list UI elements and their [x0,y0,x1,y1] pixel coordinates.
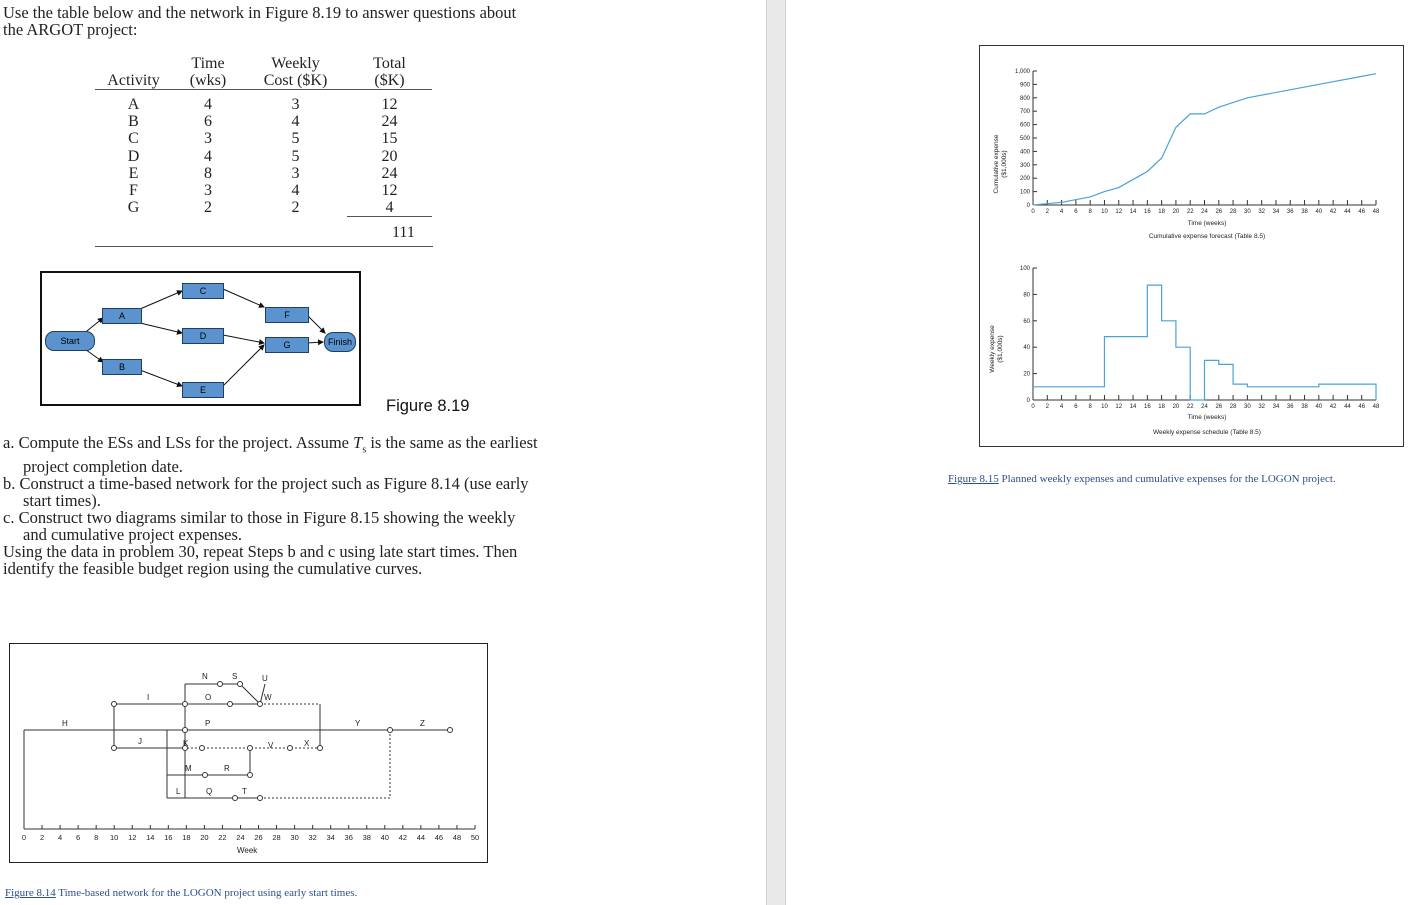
activity-label-m: M [185,764,192,773]
y-tick-label: 200 [1019,176,1030,183]
activity-label-v: V [268,741,274,750]
x-tick-label: 22 [218,833,227,842]
figure-8-19-network [40,271,361,406]
x-tick-label: 46 [1358,404,1366,410]
activity-label-u: U [262,674,268,683]
x-tick-label: 28 [1229,209,1237,215]
figure-8-15-charts [980,46,1405,448]
x-tick-label: 40 [380,833,389,842]
x-tick-label: 20 [1172,404,1180,410]
x-tick-label: 10 [110,833,119,842]
x-tick-label: 44 [1344,209,1351,215]
activity-label-x: X [304,739,310,748]
table-row: A 4 3 12 [127,96,398,113]
x-tick-label: 12 [1115,404,1123,410]
header-total: Total ($K) [347,53,432,90]
table-row: C 3 5 15 [128,130,398,148]
x-tick-label: 30 [290,833,299,842]
network-node-b: B [102,359,142,375]
activity-label-i: I [147,693,150,702]
x-tick-label: 4 [1059,209,1064,215]
weekly-expense-chart [1020,266,1380,410]
y-tick-label: 600 [1019,122,1030,129]
activity-label-j: J [138,737,142,746]
x-tick-label: 42 [398,833,408,842]
x-tick-label: 32 [1258,209,1266,215]
table-row: D 4 5 20 [127,147,398,165]
figure-8-19-label: Figure 8.19 [386,397,470,415]
y-tick-label: 100 [1019,266,1030,272]
x-tick-label: 0 [1031,209,1035,215]
network-node-d: D [182,328,224,344]
x-tick-label: 40 [1315,404,1323,410]
x-tick-label: 14 [1129,209,1137,215]
x-tick-label: 8 [94,833,99,842]
x-tick-label: 10 [1101,209,1108,215]
y-tick-label: 0 [1026,203,1030,209]
activity-label-r: R [224,764,230,773]
y-tick-label: 60 [1023,318,1030,325]
table-row: B 6 4 24 [128,113,398,131]
activity-label-z: Z [420,719,425,728]
activity-label-h: H [62,719,68,728]
x-tick-label: 4 [57,833,63,842]
x-tick-label: 18 [1158,404,1165,410]
x-tick-label: 6 [1074,404,1078,410]
header-weekly-cost: Weekly Cost ($K) [244,53,347,90]
y-tick-label: 500 [1019,136,1030,142]
x-tick-label: 46 [1358,209,1366,215]
question-followup-line-1: Using the data in problem 30, repeat Steps b and c using late start times. Then [3,542,518,562]
network-node-f: F [265,307,309,323]
x-tick-label: 16 [164,833,173,842]
bottom-chart-subcaption: Weekly expense schedule (Table 8.5) [1153,429,1261,436]
x-tick-label: 50 [470,833,480,842]
activity-label-y: Y [355,719,361,728]
activity-label-w: W [264,693,272,702]
x-tick-label: 38 [1301,209,1308,215]
x-tick-label: 40 [1315,209,1323,215]
x-tick-label: 44 [1344,404,1351,410]
fig814-xlabel: Week [237,846,258,855]
activity-label-k: K [183,739,189,748]
table-row: E 8 3 24 [128,164,398,182]
bottom-chart-xlabel: Time (weeks) [1187,414,1227,421]
table-row: G 2 2 4 [95,199,432,217]
x-tick-label: 48 [452,833,462,842]
x-tick-label: 24 [236,833,245,842]
table-row: F 3 4 12 [129,182,398,200]
network-node-finish: Finish [324,332,356,352]
table-header-row [95,53,432,90]
activity-label-p: P [205,719,211,728]
x-tick-label: 12 [1115,209,1123,215]
x-tick-label: 26 [1215,209,1223,215]
y-tick-label: 300 [1019,162,1030,169]
top-chart-ylabel-2: ($1,000s) [1001,150,1008,178]
x-tick-label: 2 [1045,404,1049,410]
intro-line-2: the ARGOT project: [3,20,138,39]
network-node-e: E [182,382,224,398]
x-tick-label: 0 [21,833,27,842]
questions-block: a. Compute the ESs and LSs for the project. Assume $T_s$ is the same as the earliest project completion date. b. Construct a time-based network for the project such as Figure 8.14 (use early start times). c. Construct two diagrams similar to those in Figure 8.15 showing the weekly and cumulative project expenses. Using the data in problem 30, repeat Steps b and c using late start times. Then identify the feasible budget region using the cumulative curves. [3,434,573,577]
y-tick-label: 900 [1019,82,1030,89]
x-tick-label: 36 [1286,404,1294,410]
activity-label-q: Q [206,787,213,796]
intro-line-1: Use the table below and the network in Figure 8.19 to answer questions about [3,3,517,22]
x-tick-label: 28 [272,833,281,842]
cumulative-expense-chart [1015,69,1380,215]
figure-8-15-panel [979,45,1404,447]
x-tick-label: 26 [254,833,263,842]
activity-label-n: N [202,672,208,681]
network-node-a: A [102,308,142,324]
network-node-c: C [182,283,224,299]
x-tick-label: 2 [39,833,45,842]
header-activity: Activity [95,53,172,90]
activity-label-t: T [242,787,247,796]
x-tick-label: 36 [344,833,353,842]
top-chart-xlabel: Time (weeks) [1187,220,1227,227]
figure-8-14-caption: Figure 8.14 Time-based network for the LOGON project using early start times. [5,887,358,899]
x-tick-label: 14 [146,833,155,842]
y-tick-label: 800 [1019,95,1030,102]
x-tick-label: 14 [1129,404,1137,410]
y-tick-label: 1,000 [1014,69,1030,75]
activity-label-l: L [176,787,181,796]
x-tick-label: 38 [1301,404,1308,410]
activity-label-s: S [232,672,238,681]
figure-8-15-caption: Figure 8.15 Planned weekly expenses and cumulative expenses for the LOGON project. [948,473,1336,485]
y-tick-label: 40 [1023,345,1030,352]
activity-label-o: O [205,693,212,702]
x-tick-label: 34 [1272,209,1280,215]
table-total-value: 111 [392,224,415,241]
bottom-chart-ylabel-2: ($1,000s) [997,335,1004,363]
x-tick-label: 28 [1229,404,1237,410]
x-tick-label: 18 [182,833,191,842]
x-tick-label: 6 [1074,209,1078,215]
series-line [1033,74,1376,205]
x-tick-label: 44 [416,833,426,842]
bottom-chart-ylabel-1: Weekly expense [989,325,996,373]
x-tick-label: 8 [1088,209,1092,215]
x-tick-label: 48 [1372,404,1380,410]
x-tick-label: 32 [308,833,317,842]
x-tick-label: 30 [1244,209,1251,215]
x-tick-label: 16 [1143,209,1151,215]
question-a: a. Compute the ESs and LSs for the project. Assume $T_s$ is the same as the earliest [3,433,538,456]
x-tick-label: 26 [1215,404,1223,410]
y-tick-label: 700 [1019,109,1030,116]
x-tick-label: 34 [1272,404,1280,410]
x-tick-label: 2 [1045,209,1049,215]
x-tick-label: 38 [362,833,371,842]
x-tick-label: 36 [1286,209,1294,215]
x-tick-label: 48 [1372,209,1380,215]
x-tick-label: 24 [1201,404,1208,410]
header-time: Time (wks) [172,53,244,90]
table-total-row [95,224,433,247]
intro-paragraph [3,4,563,38]
page-divider [766,0,786,905]
figure-8-14-time-network [9,643,488,863]
x-tick-label: 30 [1244,404,1251,410]
x-tick-label: 22 [1186,209,1194,215]
question-followup-line-2: identify the feasible budget region using the cumulative curves. [3,559,423,579]
figure-8-15-link[interactable]: Figure 8.15 [948,473,999,485]
activity-table [95,53,432,217]
x-tick-label: 10 [1101,404,1108,410]
y-tick-label: 100 [1019,189,1030,196]
y-tick-label: 0 [1026,398,1030,404]
y-tick-label: 80 [1023,292,1030,299]
x-tick-label: 4 [1059,404,1064,410]
x-tick-label: 32 [1258,404,1266,410]
y-tick-label: 400 [1019,149,1030,156]
network-node-start: Start [45,331,95,351]
top-chart-ylabel-1: Cumulative expense [993,134,1000,194]
x-tick-label: 20 [1172,209,1180,215]
question-c: c. Construct two diagrams similar to those in Figure 8.15 showing the weekly [3,508,516,528]
x-tick-label: 16 [1143,404,1151,410]
x-tick-label: 34 [326,833,335,842]
time-network-svg [10,644,489,864]
right-document-page [786,0,1413,905]
series-line [1033,285,1376,400]
figure-8-14-link[interactable]: Figure 8.14 [5,887,56,899]
top-chart-subcaption: Cumulative expense forecast (Table 8.5) [1148,233,1266,240]
x-tick-label: 8 [1088,404,1092,410]
x-tick-label: 46 [434,833,444,842]
x-tick-label: 20 [200,833,209,842]
y-tick-label: 20 [1023,371,1030,378]
x-tick-label: 42 [1329,209,1337,215]
x-tick-label: 24 [1201,209,1208,215]
x-tick-label: 22 [1186,404,1194,410]
x-tick-label: 6 [76,833,81,842]
network-node-g: G [265,337,309,353]
x-tick-label: 42 [1329,404,1337,410]
question-b: b. Construct a time-based network for the project such as Figure 8.14 (use early [3,474,529,494]
x-tick-label: 0 [1031,404,1035,410]
x-tick-label: 18 [1158,209,1165,215]
x-tick-label: 12 [128,833,137,842]
